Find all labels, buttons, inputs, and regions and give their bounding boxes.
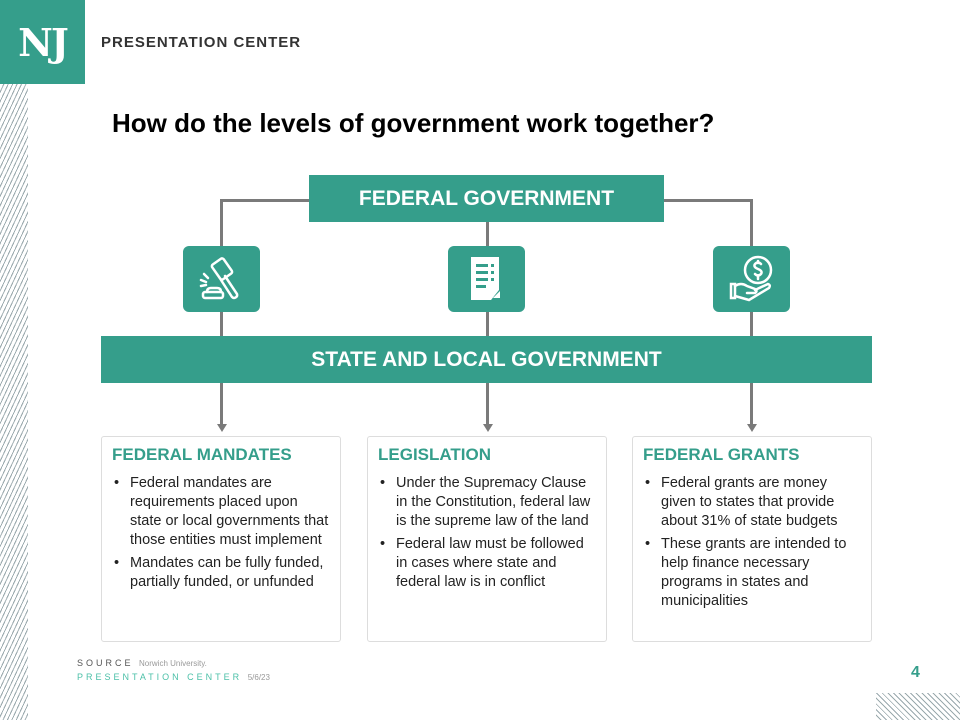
- nj-logo: NJ: [0, 0, 85, 84]
- list-item: • Under the Supremacy Clause in the Constitution, federal law is the supreme law of the land: [378, 474, 596, 531]
- arrow-down-icon: [747, 424, 757, 432]
- connector-line: [220, 199, 309, 202]
- list-item: • Federal law must be followed in cases where state and federal law is in conflict: [378, 535, 596, 592]
- source-text: Norwich University.: [139, 659, 207, 668]
- card-legislation: [367, 436, 607, 642]
- card-federal-mandates: [101, 436, 341, 642]
- source-label: SOURCE: [77, 658, 134, 668]
- page-number: 4: [911, 664, 920, 681]
- page-title: How do the levels of government work together?: [112, 108, 715, 138]
- footer-center: PRESENTATION CENTER: [77, 672, 243, 682]
- decorative-hatch-bottom-right: [876, 693, 960, 720]
- footer-date: 5/6/23: [247, 673, 270, 682]
- card-title: FEDERAL MANDATES: [112, 445, 292, 464]
- gavel-icon: [183, 246, 260, 312]
- decorative-hatch-left: [0, 84, 28, 720]
- list-item: • Federal mandates are requirements placed upon state or local governments that those entities must implement: [112, 474, 330, 550]
- brand-name: PRESENTATION CENTER: [101, 34, 302, 51]
- card-federal-grants: [632, 436, 872, 642]
- card-title: LEGISLATION: [378, 445, 492, 464]
- connector-line: [486, 383, 489, 425]
- card-title: FEDERAL GRANTS: [643, 445, 800, 464]
- list-item: • Federal grants are money given to states that provide about 31% of state budgets: [643, 474, 861, 531]
- connector-line: [220, 383, 223, 425]
- document-icon: [448, 246, 525, 312]
- source-note: [77, 658, 207, 668]
- list-item: • These grants are intended to help finance necessary programs in states and municipalities: [643, 535, 861, 611]
- state-local-government-bar: STATE AND LOCAL GOVERNMENT: [101, 336, 872, 383]
- footer-brand: [77, 672, 270, 682]
- connector-line: [750, 383, 753, 425]
- federal-government-box: FEDERAL GOVERNMENT: [309, 175, 664, 222]
- arrow-down-icon: [217, 424, 227, 432]
- connector-line: [664, 199, 753, 202]
- money-hand-icon: [713, 246, 790, 312]
- list-item: • Mandates can be fully funded, partially funded, or unfunded: [112, 554, 330, 592]
- arrow-down-icon: [483, 424, 493, 432]
